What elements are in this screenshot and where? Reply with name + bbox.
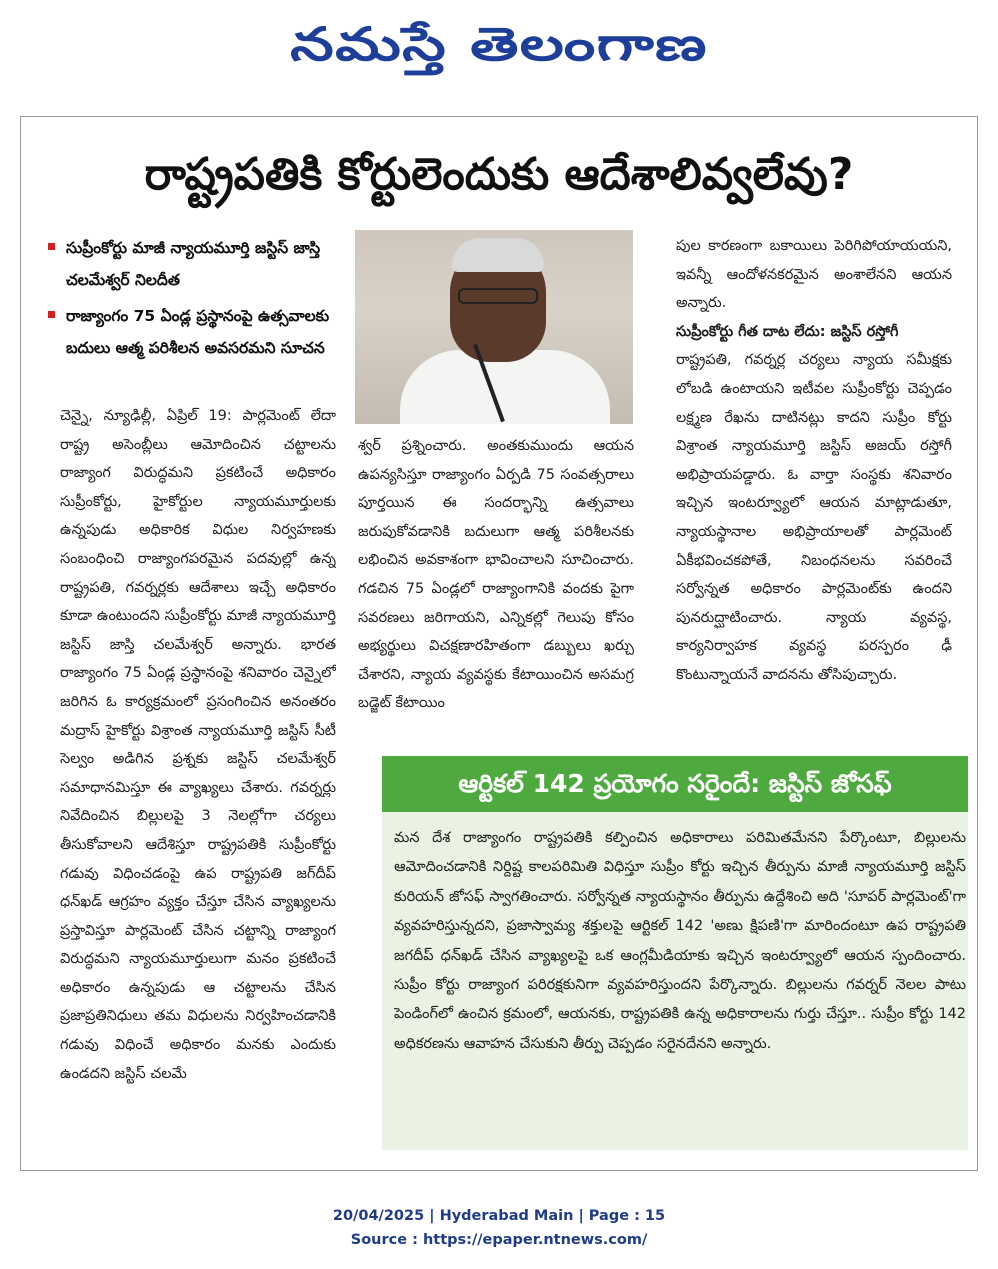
highlight-item: [44, 232, 344, 296]
bullet-square-icon: [48, 311, 55, 318]
article-column-2: [358, 432, 634, 762]
highlight-text: రాజ్యాంగం 75 ఏండ్ల ప్రస్థానంపై ఉత్సవాలకు బదులు ఆత్మ పరిశీలన అవసరమని సూచన: [66, 307, 330, 357]
masthead-logo: నమస్తే తెలంగాణ: [290, 17, 708, 71]
article-photo: [355, 230, 633, 424]
photo-glasses: [458, 288, 538, 304]
bullet-square-icon: [48, 243, 55, 250]
column-3-body: రాష్ట్రపతి, గవర్నర్ల చర్యలు న్యాయ సమీక్షకు లోబడి ఉంటాయని ఇటీవల సుప్రీంకోర్టు చెప్పడం లక్ష్మణ రేఖను దాటినట్లు కాదని సుప్రీం కోర్టు విశ్రాంత న్యాయమూర్తి జస్టిస్ అజయ్ రస్తోగీ అభిప్రాయపడ్డారు. ఓ వార్తా సంస్థకు శనివారం ఇచ్చిన ఇంటర్వ్యూలో ఆయన మాట్లాడుతూ, న్యాయస్థానాల అభిప్రాయాలతో పార్లమెంట్ ఏకీభవించకపోతే, నిబంధనలను సవరించే సర్వోన్నత అధికారం పార్లమెంట్‌కు ఉందని పునరుద్ఘాటించారు. న్యాయ వ్యవస్థ, కార్యనిర్వాహక వ్యవస్థ పరస్పరం ఢీ కొంటున్నాయనే వాదనను తోసిపుచ్చారు.: [676, 352, 952, 683]
highlight-text: సుప్రీంకోర్టు మాజీ న్యాయమూర్తి జస్టిస్ జాస్తి చలమేశ్వర్ నిలదీత: [66, 239, 321, 289]
article-headline: రాష్ట్రపతికి కోర్టులెందుకు ఆదేశాలివ్వలేవు?: [144, 149, 854, 200]
photo-hair: [452, 238, 544, 272]
footer-source-link[interactable]: Source : https://epaper.ntnews.com/: [350, 1232, 648, 1248]
column-1-text: చెన్నై, న్యూఢిల్లీ, ఏప్రిల్ 19: పార్లమెంట్ లేదా రాష్ట్ర అసెంబ్లీలు ఆమోదించిన చట్టాలను రాజ్యాంగ విరుద్ధమని ప్రకటించే అధికారం సుప్రీంకోర్టు, హైకోర్టుల న్యాయమూర్తులకు ఉన్నపుడు అధికారిక విధుల నిర్వహణకు సంబంధించి రాజ్యాంగపరమైన పదవుల్లో ఉన్న రాష్ట్రపతి, గవర్నర్లకు ఆదేశాలు ఇచ్చే అధికారం కూడా ఉంటుందని సుప్రీంకోర్టు మాజీ న్యాయమూర్తి జస్టిస్ జాస్తి చలమేశ్వర్ అన్నారు. భారత రాజ్యాంగం 75 ఏండ్ల ప్రస్థానంపై శనివారం చెన్నైలో జరిగిన ఓ కార్యక్రమంలో ప్రసంగించిన అనంతరం మద్రాస్ హైకోర్టు విశ్రాంత న్యాయమూర్తి జస్టిస్ సీటీ సెల్వం అడిగిన ప్రశ్నకు జస్టిస్ చలమేశ్వర్ సమాధానమిస్తూ ఈ వ్యాఖ్యలు చేశారు. గవర్నర్లు నివేదించిన బిల్లులపై 3 నెలల్లోగా చర్యలు తీసుకోవాలని ఆదేశిస్తూ రాష్ట్రపతికి సుప్రీంకోర్టు గడువు విధించడంపై ఉప రాష్ట్రపతి జగ్‌దీప్ ధన్‌ఖడ్ ఆగ్రహం వ్యక్తం చేస్తూ చేసిన వ్యాఖ్యలను ప్రస్తావిస్తూ పార్లమెంట్ చేసిన చట్టాన్ని రాజ్యాంగ విరుద్ధమని న్యాయమూర్తులుగా మనం ప్రకటించే అధికారం ఉన్నపుడు ఆ చట్టాలను చేసిన ప్రజాప్రతినిధులు తమ విధులను నిర్వహించడానికి గడువు విధించే అధికారం మనకు ఎందుకు ఉండదని జస్టిస్ చలమే: [60, 408, 336, 1082]
footer-edition-info: 20/04/2025 | Hyderabad Main | Page : 15: [332, 1208, 666, 1224]
highlight-item: [44, 300, 344, 364]
sidebar-box-title: ఆర్టికల్ 142 ప్రయోగం సరైందే: జస్టిస్ జోసఫ్: [382, 756, 968, 812]
sidebar-box-body: మన దేశ రాజ్యాంగం రాష్ట్రపతికి కల్పించిన అధికారాలు పరిమితమేనని పేర్కొంటూ, బిల్లులను ఆమోదించడానికి నిర్దిష్ట కాలపరిమితి విధిస్తూ సుప్రీం కోర్టు ఇచ్చిన తీర్పును మాజీ న్యాయమూర్తి జస్టిస్ కురియన్ జోసఫ్ స్వాగతించారు. సర్వోన్నత న్యాయస్థానం తీర్పును ఉద్దేశించి అది 'సూపర్ పార్లమెంట్'గా వ్యవహరిస్తున్నదని, ప్రజాస్వామ్య శక్తులపై ఆర్టికల్ 142 'అణు క్షిపణి'గా మారిందంటూ ఉప రాష్ట్రపతి జగదీప్ ధన్‌ఖడ్ చేసిన వ్యాఖ్యలపై ఒక ఆంగ్లమీడియాకు ఇచ్చిన ఇంటర్వ్యూలో ఆయన స్పందించారు. సుప్రీం కోర్టు రాజ్యాంగ పరిరక్షకునిగా వ్యవహరిస్తుందని పేర్కొన్నారు. బిల్లులను గవర్నర్ నెలల పాటు పెండింగ్‌లో ఉంచిన క్రమంలో, ఆయనకు, రాష్ట్రపతికి ఉన్న అధికారాలను గుర్తు చేస్తూ.. సుప్రీం కోర్టు 142 అధికరణను ఆవాహన చేసుకుని తీర్పు చెప్పడం సరైనదేనని అన్నారు.: [394, 830, 966, 1052]
highlights-list: [44, 232, 344, 368]
page-footer: [0, 1204, 998, 1252]
sidebar-box: [382, 756, 968, 1150]
article-column-3: [676, 232, 952, 734]
column-3-intro: పుల కారణంగా బకాయిలు పెరిగిపోయాయయని, ఇవన్నీ ఆందోళనకరమైన అంశాలేనని ఆయన అన్నారు.: [676, 238, 952, 312]
column-3-subheading: సుప్రీంకోర్టు గీత దాట లేదు: జస్టిస్ రస్తోగీ: [676, 323, 899, 340]
column-2-text: శ్వర్ ప్రశ్నించారు. అంతకుముందు ఆయన ఉపన్యసిస్తూ రాజ్యాంగం ఏర్పడి 75 సంవత్సరాలు పూర్తయిన ఈ సందర్భాన్ని ఉత్సవాలు జరుపుకోవడానికి బదులుగా ఆత్మ పరిశీలనకు లభించిన అవకాశంగా భావించాలని సూచించారు. గడచిన 75 ఏండ్లలో రాజ్యాంగానికి వందకు పైగా సవరణలు జరిగాయని, ఎన్నికల్లో గెలుపు కోసం అభ్యర్థులు విచక్షణారహితంగా డబ్బులు ఖర్చు చేశారని, న్యాయ వ్యవస్థకు కేటాయించిన అసమగ్ర బడ్జెట్ కేటాయిం: [358, 438, 634, 712]
article-column-1: [60, 402, 336, 1154]
